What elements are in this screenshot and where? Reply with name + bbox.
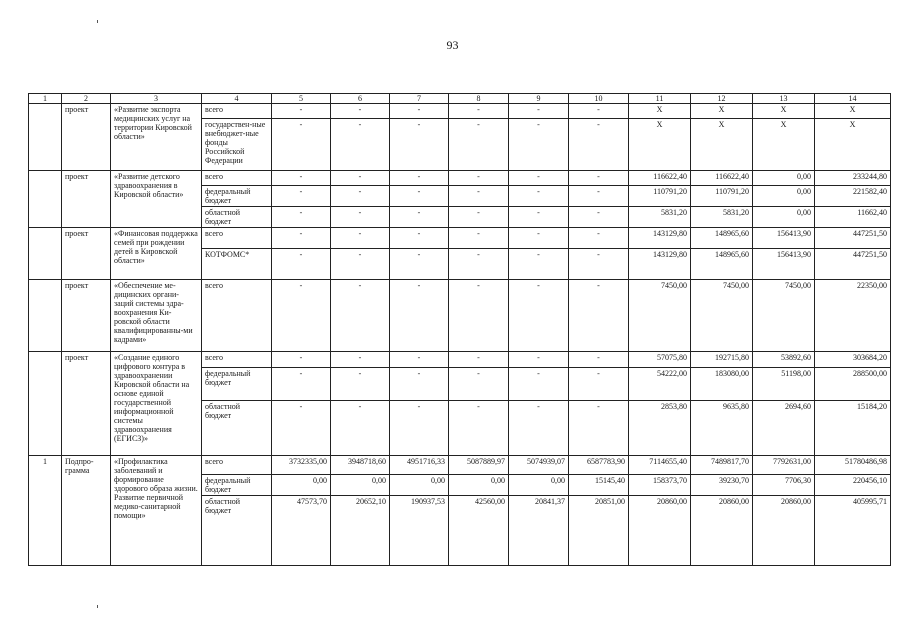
- value-cell: -: [272, 104, 331, 119]
- row-number-cell: [29, 352, 62, 456]
- value-cell: 116622,40: [629, 171, 691, 186]
- value-cell: 0,00: [331, 475, 390, 496]
- value-cell: 20851,00: [569, 496, 629, 566]
- value-cell: -: [331, 104, 390, 119]
- value-cell: 2694,60: [753, 401, 815, 456]
- header-cell: 2: [62, 94, 111, 104]
- value-cell: 22350,00: [815, 280, 891, 352]
- value-cell: -: [509, 207, 569, 228]
- funding-source-cell: областной бюджет: [202, 207, 272, 228]
- value-cell: 2853,80: [629, 401, 691, 456]
- value-cell: 7450,00: [629, 280, 691, 352]
- value-cell: 192715,80: [691, 352, 753, 368]
- value-cell: 0,00: [753, 171, 815, 186]
- header-cell: 13: [753, 94, 815, 104]
- value-cell: -: [272, 249, 331, 280]
- header-cell: 9: [509, 94, 569, 104]
- header-cell: 1: [29, 94, 62, 104]
- value-cell: X: [753, 104, 815, 119]
- value-cell: X: [691, 119, 753, 171]
- value-cell: 20860,00: [629, 496, 691, 566]
- funding-source-cell: всего: [202, 280, 272, 352]
- row-number-cell: [29, 228, 62, 280]
- value-cell: -: [569, 207, 629, 228]
- value-cell: -: [449, 280, 509, 352]
- funding-source-cell: КОТФОМС*: [202, 249, 272, 280]
- value-cell: -: [272, 352, 331, 368]
- value-cell: -: [331, 207, 390, 228]
- value-cell: -: [390, 280, 449, 352]
- funding-source-cell: всего: [202, 228, 272, 249]
- value-cell: 0,00: [272, 475, 331, 496]
- funding-source-cell: всего: [202, 456, 272, 475]
- value-cell: -: [390, 249, 449, 280]
- value-cell: -: [449, 171, 509, 186]
- value-cell: -: [390, 352, 449, 368]
- value-cell: -: [390, 104, 449, 119]
- value-cell: 20860,00: [753, 496, 815, 566]
- funding-source-cell: федеральный бюджет: [202, 475, 272, 496]
- value-cell: 190937,53: [390, 496, 449, 566]
- funding-source-cell: всего: [202, 104, 272, 119]
- funding-source-cell: федеральный бюджет: [202, 186, 272, 207]
- row-number-cell: [29, 104, 62, 171]
- project-name-cell: «Обеспечение ме-дицинских органи-заций системы здра-воохранения Ки-ровской области квалифицированны-ми кадрами»: [111, 280, 202, 352]
- budget-table: [28, 93, 891, 566]
- value-cell: 148965,60: [691, 249, 753, 280]
- value-cell: -: [331, 368, 390, 401]
- value-cell: -: [390, 368, 449, 401]
- value-cell: 110791,20: [629, 186, 691, 207]
- value-cell: 183080,00: [691, 368, 753, 401]
- value-cell: -: [449, 368, 509, 401]
- value-cell: 233244,80: [815, 171, 891, 186]
- value-cell: -: [509, 352, 569, 368]
- value-cell: -: [272, 368, 331, 401]
- header-cell: 10: [569, 94, 629, 104]
- value-cell: -: [509, 280, 569, 352]
- value-cell: 220456,10: [815, 475, 891, 496]
- value-cell: 11662,40: [815, 207, 891, 228]
- value-cell: -: [449, 401, 509, 456]
- value-cell: X: [753, 119, 815, 171]
- header-row: [29, 94, 891, 104]
- value-cell: 9635,80: [691, 401, 753, 456]
- value-cell: 15145,40: [569, 475, 629, 496]
- value-cell: -: [390, 186, 449, 207]
- value-cell: 110791,20: [691, 186, 753, 207]
- value-cell: -: [509, 228, 569, 249]
- funding-source-cell: областной бюджет: [202, 496, 272, 566]
- value-cell: -: [569, 228, 629, 249]
- value-cell: -: [331, 280, 390, 352]
- value-cell: 148965,60: [691, 228, 753, 249]
- value-cell: 116622,40: [691, 171, 753, 186]
- value-cell: -: [569, 401, 629, 456]
- value-cell: 7706,30: [753, 475, 815, 496]
- value-cell: 47573,70: [272, 496, 331, 566]
- value-cell: 54222,00: [629, 368, 691, 401]
- value-cell: 158373,70: [629, 475, 691, 496]
- value-cell: 7114655,40: [629, 456, 691, 475]
- funding-source-cell: федеральный бюджет: [202, 368, 272, 401]
- value-cell: 20652,10: [331, 496, 390, 566]
- table-row: [29, 228, 891, 249]
- project-name-cell: «Развитие детского здравоохранения в Кировской области»: [111, 171, 202, 228]
- value-cell: 57075,80: [629, 352, 691, 368]
- value-cell: -: [272, 207, 331, 228]
- value-cell: -: [509, 401, 569, 456]
- table-row: [29, 280, 891, 352]
- value-cell: 447251,50: [815, 228, 891, 249]
- scan-speck: [97, 605, 98, 608]
- value-cell: 5831,20: [629, 207, 691, 228]
- value-cell: 447251,50: [815, 249, 891, 280]
- header-cell: 5: [272, 94, 331, 104]
- value-cell: -: [569, 104, 629, 119]
- item-type-cell: проект: [62, 352, 111, 456]
- value-cell: 0,00: [390, 475, 449, 496]
- table-row: [29, 104, 891, 119]
- project-name-cell: «Создание единого цифрового контура в здравоохранении Кировской области на основе единой государственной информационной системы здравоохранения (ЕГИСЗ)»: [111, 352, 202, 456]
- value-cell: 51780486,98: [815, 456, 891, 475]
- value-cell: -: [331, 249, 390, 280]
- value-cell: 3948718,60: [331, 456, 390, 475]
- value-cell: 0,00: [509, 475, 569, 496]
- page-number: 93: [446, 38, 459, 52]
- item-type-cell: проект: [62, 171, 111, 228]
- value-cell: X: [629, 104, 691, 119]
- value-cell: -: [509, 171, 569, 186]
- value-cell: -: [509, 104, 569, 119]
- value-cell: -: [390, 171, 449, 186]
- value-cell: -: [390, 401, 449, 456]
- header-cell: 3: [111, 94, 202, 104]
- row-number-cell: [29, 280, 62, 352]
- value-cell: -: [272, 228, 331, 249]
- value-cell: 15184,20: [815, 401, 891, 456]
- value-cell: -: [569, 368, 629, 401]
- header-cell: 11: [629, 94, 691, 104]
- value-cell: -: [390, 119, 449, 171]
- funding-source-cell: государствен-ные внебюджет-ные фонды Российской Федерации: [202, 119, 272, 171]
- value-cell: -: [569, 186, 629, 207]
- value-cell: -: [569, 249, 629, 280]
- value-cell: 143129,80: [629, 228, 691, 249]
- project-name-cell: «Финансовая поддержка семей при рождении детей в Кировской области»: [111, 228, 202, 280]
- value-cell: 7450,00: [753, 280, 815, 352]
- value-cell: -: [569, 280, 629, 352]
- header-cell: 7: [390, 94, 449, 104]
- value-cell: X: [815, 104, 891, 119]
- header-cell: 14: [815, 94, 891, 104]
- value-cell: 0,00: [449, 475, 509, 496]
- value-cell: 5087889,97: [449, 456, 509, 475]
- value-cell: 0,00: [753, 207, 815, 228]
- value-cell: -: [449, 207, 509, 228]
- value-cell: -: [569, 119, 629, 171]
- value-cell: -: [449, 249, 509, 280]
- value-cell: X: [815, 119, 891, 171]
- value-cell: -: [272, 186, 331, 207]
- value-cell: 143129,80: [629, 249, 691, 280]
- value-cell: -: [509, 249, 569, 280]
- value-cell: -: [509, 119, 569, 171]
- row-number-cell: 1: [29, 456, 62, 566]
- value-cell: 42560,00: [449, 496, 509, 566]
- value-cell: -: [390, 207, 449, 228]
- value-cell: 7792631,00: [753, 456, 815, 475]
- value-cell: 4951716,33: [390, 456, 449, 475]
- value-cell: -: [509, 186, 569, 207]
- item-type-cell: проект: [62, 228, 111, 280]
- value-cell: -: [449, 352, 509, 368]
- value-cell: 53892,60: [753, 352, 815, 368]
- value-cell: -: [272, 401, 331, 456]
- value-cell: -: [331, 401, 390, 456]
- scan-speck: [97, 20, 98, 23]
- value-cell: 3732335,00: [272, 456, 331, 475]
- value-cell: -: [331, 228, 390, 249]
- funding-source-cell: всего: [202, 171, 272, 186]
- value-cell: -: [449, 119, 509, 171]
- funding-source-cell: всего: [202, 352, 272, 368]
- value-cell: -: [509, 368, 569, 401]
- value-cell: -: [331, 186, 390, 207]
- header-cell: 6: [331, 94, 390, 104]
- row-number-cell: [29, 171, 62, 228]
- header-cell: 4: [202, 94, 272, 104]
- table-row: [29, 171, 891, 186]
- value-cell: 7489817,70: [691, 456, 753, 475]
- value-cell: 5831,20: [691, 207, 753, 228]
- value-cell: -: [272, 280, 331, 352]
- value-cell: X: [691, 104, 753, 119]
- value-cell: 6587783,90: [569, 456, 629, 475]
- value-cell: 20841,37: [509, 496, 569, 566]
- table-row: [29, 456, 891, 475]
- value-cell: 39230,70: [691, 475, 753, 496]
- value-cell: 5074939,07: [509, 456, 569, 475]
- table-row: [29, 352, 891, 368]
- value-cell: 7450,00: [691, 280, 753, 352]
- value-cell: 156413,90: [753, 249, 815, 280]
- value-cell: 0,00: [753, 186, 815, 207]
- project-name-cell: «Профилактика заболеваний и формирование здорового образа жизни. Развитие первичной медико-санитарной помощи»: [111, 456, 202, 566]
- item-type-cell: проект: [62, 280, 111, 352]
- value-cell: X: [629, 119, 691, 171]
- item-type-cell: проект: [62, 104, 111, 171]
- value-cell: -: [449, 228, 509, 249]
- value-cell: -: [569, 171, 629, 186]
- value-cell: -: [390, 228, 449, 249]
- value-cell: -: [569, 352, 629, 368]
- header-cell: 12: [691, 94, 753, 104]
- value-cell: 156413,90: [753, 228, 815, 249]
- value-cell: 405995,71: [815, 496, 891, 566]
- value-cell: -: [272, 119, 331, 171]
- value-cell: -: [331, 119, 390, 171]
- value-cell: 303684,20: [815, 352, 891, 368]
- value-cell: -: [331, 352, 390, 368]
- item-type-cell: Подпро-грамма: [62, 456, 111, 566]
- value-cell: -: [272, 171, 331, 186]
- project-name-cell: «Развитие экспорта медицинских услуг на территории Кировской области»: [111, 104, 202, 171]
- value-cell: -: [449, 104, 509, 119]
- value-cell: -: [331, 171, 390, 186]
- value-cell: -: [449, 186, 509, 207]
- value-cell: 288500,00: [815, 368, 891, 401]
- header-cell: 8: [449, 94, 509, 104]
- value-cell: 51198,00: [753, 368, 815, 401]
- value-cell: 221582,40: [815, 186, 891, 207]
- funding-source-cell: областной бюджет: [202, 401, 272, 456]
- value-cell: 20860,00: [691, 496, 753, 566]
